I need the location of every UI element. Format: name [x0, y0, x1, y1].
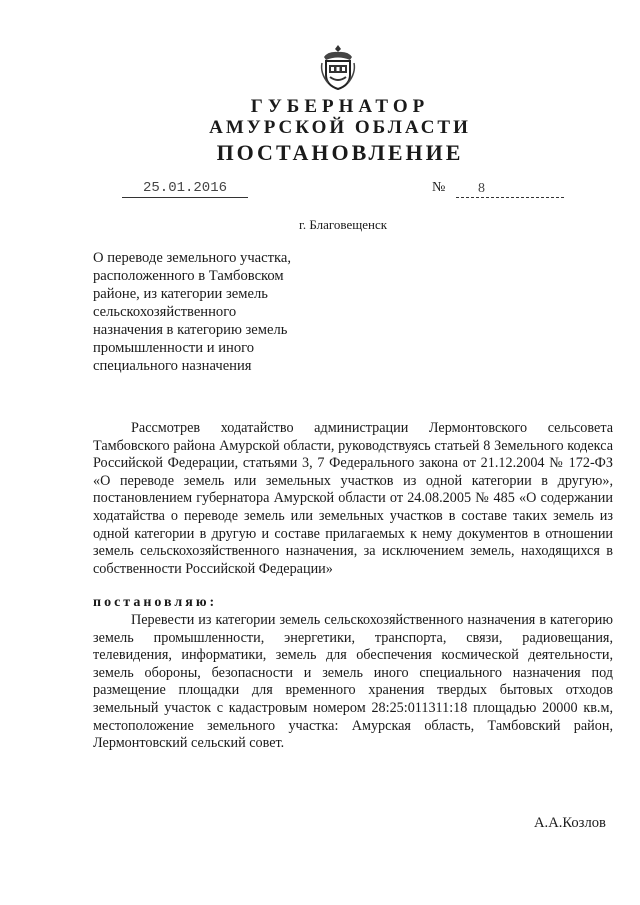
- city-line: г. Благовещенск: [298, 217, 388, 232]
- number-label: №: [432, 180, 446, 195]
- subject-block: [93, 249, 323, 375]
- subject-line: промышленности и иного: [93, 340, 255, 356]
- document-type: ПОСТАНОВЛЕНИЕ: [216, 140, 464, 165]
- region-title: АМУРСКОЙ ОБЛАСТИ: [209, 117, 471, 138]
- signature-name: А.А.Козлов: [534, 815, 606, 831]
- document-number: 8: [456, 180, 564, 198]
- subject-line: О переводе земельного участка,: [93, 250, 291, 266]
- subject-line: сельскохозяйственного: [93, 304, 237, 320]
- document-date: 25.01.2016: [122, 180, 248, 198]
- resolution-paragraph: Перевести из категории земель сельскохозяйственного назначения в категорию земель промышленности, энергетики, транспорта, связи, радиовещания, телевидения, информатики, земель для обеспечения космической деятельности, земель обороны, безопасности и земель иного специального назначения под размещение площадки для временного хранения твердых бытовых отходов земельный участок с кадастровым номером 28:25:011311:18 площадью 20000 кв.м, местоположение земельного участка: Амурская область, Тамбовский район, Лермонтовский сельский совет.: [93, 612, 613, 752]
- official-title: ГУБЕРНАТОР: [250, 96, 430, 117]
- coat-of-arms-icon: [318, 43, 358, 93]
- subject-line: назначения в категорию земель: [93, 322, 288, 338]
- preamble-paragraph: Рассмотрев ходатайство администрации Лермонтовского сельсовета Тамбовского района Амурской области, руководствуясь статьей 8 Земельного кодекса Российской Федерации, статьями 3, 7 Федерального закона от 21.12.2004 № 172-ФЗ «О переводе земель или земельных участков из одной категории в другую», постановлением губернатора Амурской области от 24.08.2005 № 485 «О содержании ходатайства о переводе земель или земельных участков в составе таких земель из одной категории в другую и составе прилагаемых к нему документов в отношении земель сельскохозяйственного назначения, за исключением земель, находящихся в собственности Российской Федерации»: [93, 420, 613, 577]
- decree-word: постановляю:: [93, 595, 218, 610]
- subject-line: районе, из категории земель: [93, 286, 268, 302]
- subject-line: расположенного в Тамбовском: [93, 268, 284, 284]
- subject-line: специального назначения: [93, 358, 252, 374]
